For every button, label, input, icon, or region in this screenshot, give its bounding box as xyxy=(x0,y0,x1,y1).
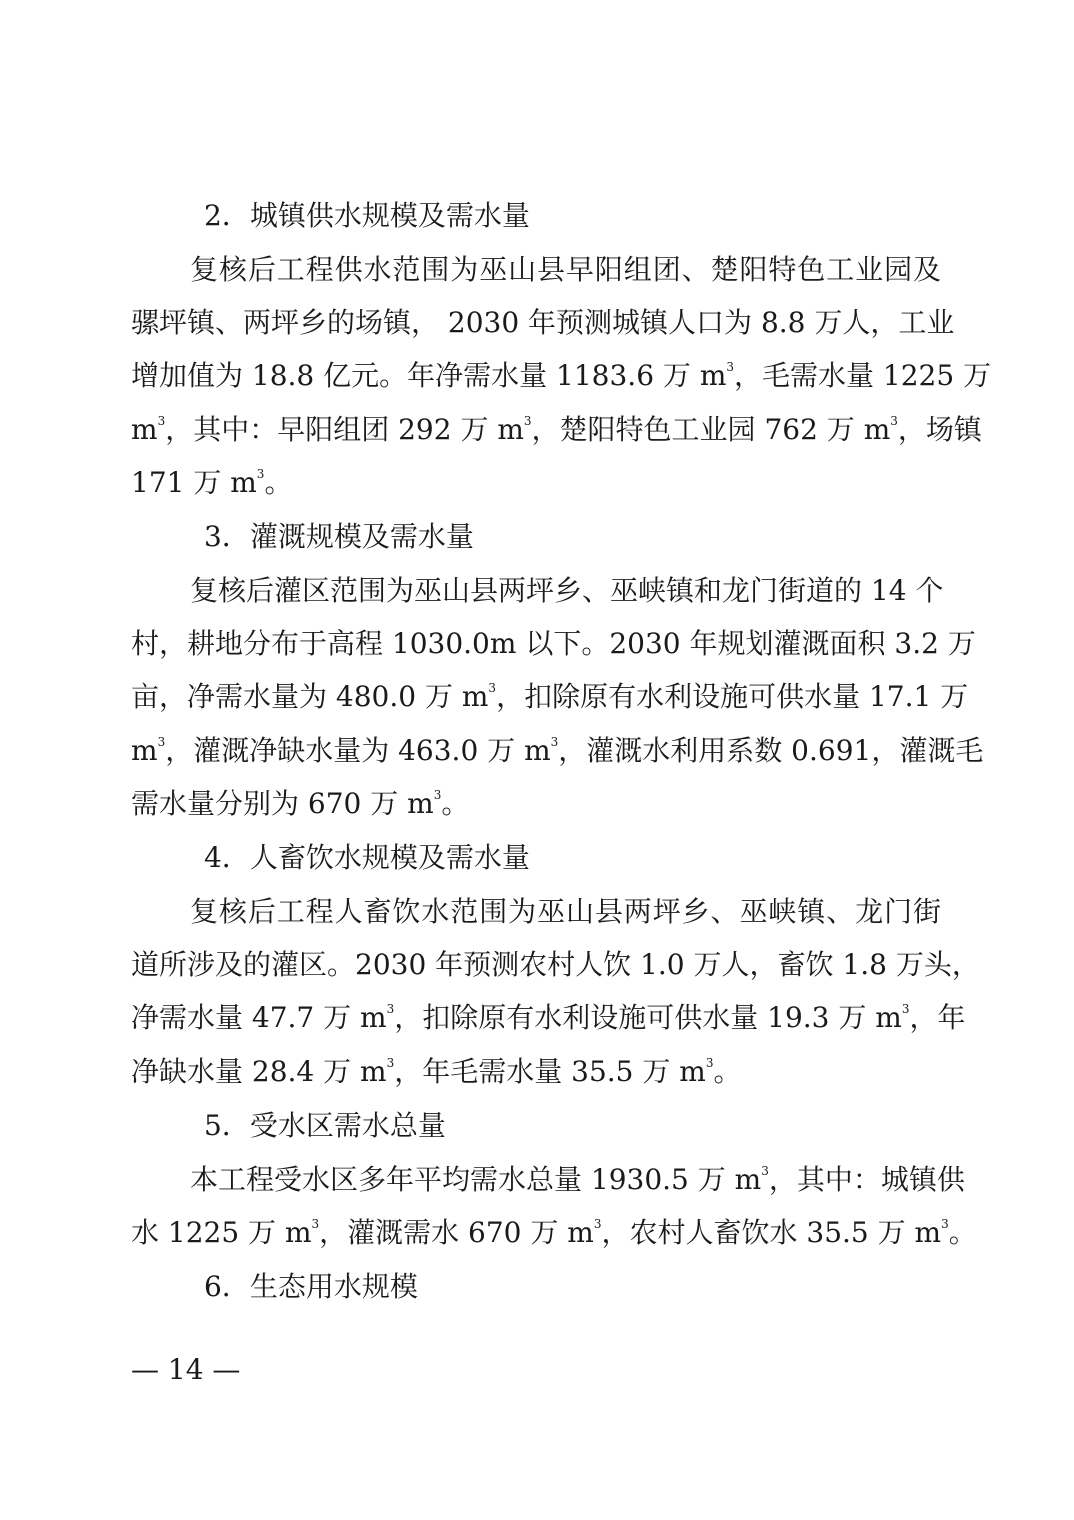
text-run: ，灌溉需水 670 万 m xyxy=(319,1216,594,1249)
text-run: 。 xyxy=(713,1055,742,1088)
text-run: 骡坪镇、两坪乡的场镇， 2030 年预测城镇人口为 8.8 万人，工业 xyxy=(131,306,955,339)
superscript: 3 xyxy=(157,735,166,749)
superscript: 3 xyxy=(488,681,497,695)
superscript: 3 xyxy=(901,1002,910,1016)
text-run: ，扣除原有水利设施可供水量 19.3 万 m xyxy=(394,1001,902,1034)
page-number: — 14 — xyxy=(131,1353,241,1386)
superscript: 3 xyxy=(550,735,559,749)
section-heading: 3．灌溉规模及需水量 xyxy=(204,520,474,553)
text-run: 。 xyxy=(264,466,293,499)
paragraph-line xyxy=(131,998,966,1038)
text-run: 亩，净需水量为 480.0 万 m xyxy=(131,680,489,713)
paragraph-line xyxy=(131,677,969,717)
text-run: 村，耕地分布于高程 1030.0m 以下。2030 年规划灌溉面积 3.2 万 xyxy=(131,627,976,660)
superscript: 3 xyxy=(593,1217,602,1231)
text-run: 本工程受水区多年平均需水总量 1930.5 万 m xyxy=(190,1163,762,1196)
paragraph-line xyxy=(190,250,941,290)
superscript: 3 xyxy=(386,1056,395,1070)
paragraph-line xyxy=(190,892,941,932)
superscript: 3 xyxy=(761,1164,769,1178)
paragraph-line xyxy=(131,1052,742,1092)
paragraph-line xyxy=(131,1213,977,1253)
text-run: ，场镇 xyxy=(897,413,982,446)
text-run: m xyxy=(131,734,158,767)
text-run: 净缺水量 28.4 万 m xyxy=(131,1055,387,1088)
text-run: 水 1225 万 m xyxy=(131,1216,312,1249)
text-run: 需水量分别为 670 万 m xyxy=(131,787,434,820)
paragraph-line xyxy=(131,784,469,824)
paragraph-line xyxy=(131,945,980,985)
superscript: 3 xyxy=(941,1217,949,1231)
section-heading: 6．生态用水规模 xyxy=(204,1270,418,1303)
paragraph-line xyxy=(131,356,992,396)
text-run: 道所涉及的灌区。2030 年预测农村人饮 1.0 万人，畜饮 1.8 万头， xyxy=(131,948,980,981)
section-heading: 4．人畜饮水规模及需水量 xyxy=(204,841,530,874)
superscript: 3 xyxy=(523,414,532,428)
text-run: ，其中：城镇供 xyxy=(768,1163,965,1196)
text-run: ，其中：早阳组团 292 万 m xyxy=(165,413,524,446)
paragraph-line xyxy=(190,1160,965,1200)
text-run: ，毛需水量 1225 万 xyxy=(734,359,992,392)
paragraph-line xyxy=(190,571,944,611)
superscript: 3 xyxy=(705,1056,714,1070)
text-run: ，灌溉净缺水量为 463.0 万 m xyxy=(165,734,551,767)
text-run: 增加值为 18.8 亿元。年净需水量 1183.6 万 m xyxy=(131,359,727,392)
paragraph-line xyxy=(131,410,982,450)
text-run: m xyxy=(131,413,158,446)
paragraph-line xyxy=(131,731,984,771)
paragraph-line xyxy=(131,624,976,664)
text-run: 复核后工程人畜饮水范围为巫山县两坪乡、巫峡镇、龙门街 xyxy=(190,895,941,928)
superscript: 3 xyxy=(890,414,898,428)
text-run: 171 万 m xyxy=(131,466,257,499)
text-run: 复核后工程供水范围为巫山县早阳组团、楚阳特色工业园及 xyxy=(190,253,941,286)
paragraph-line xyxy=(131,463,292,503)
text-run: 净需水量 47.7 万 m xyxy=(131,1001,387,1034)
text-run: 。 xyxy=(441,787,470,820)
text-run: ，灌溉水利用系数 0.691，灌溉毛 xyxy=(558,734,984,767)
section-heading: 2．城镇供水规模及需水量 xyxy=(204,199,530,232)
section-heading: 5．受水区需水总量 xyxy=(204,1109,446,1142)
superscript: 3 xyxy=(433,788,442,802)
superscript: 3 xyxy=(311,1217,320,1231)
superscript: 3 xyxy=(386,1002,395,1016)
text-run: 。 xyxy=(948,1216,977,1249)
text-run: 复核后灌区范围为巫山县两坪乡、巫峡镇和龙门街道的 14 个 xyxy=(190,574,944,607)
text-run: ，楚阳特色工业园 762 万 m xyxy=(531,413,891,446)
text-run: ，年毛需水量 35.5 万 m xyxy=(394,1055,706,1088)
superscript: 3 xyxy=(726,360,735,374)
text-run: ，扣除原有水利设施可供水量 17.1 万 xyxy=(496,680,969,713)
text-run: ，农村人畜饮水 35.5 万 m xyxy=(601,1216,942,1249)
superscript: 3 xyxy=(157,414,166,428)
paragraph-line xyxy=(131,303,955,343)
text-run: ，年 xyxy=(909,1001,966,1034)
superscript: 3 xyxy=(256,467,265,481)
